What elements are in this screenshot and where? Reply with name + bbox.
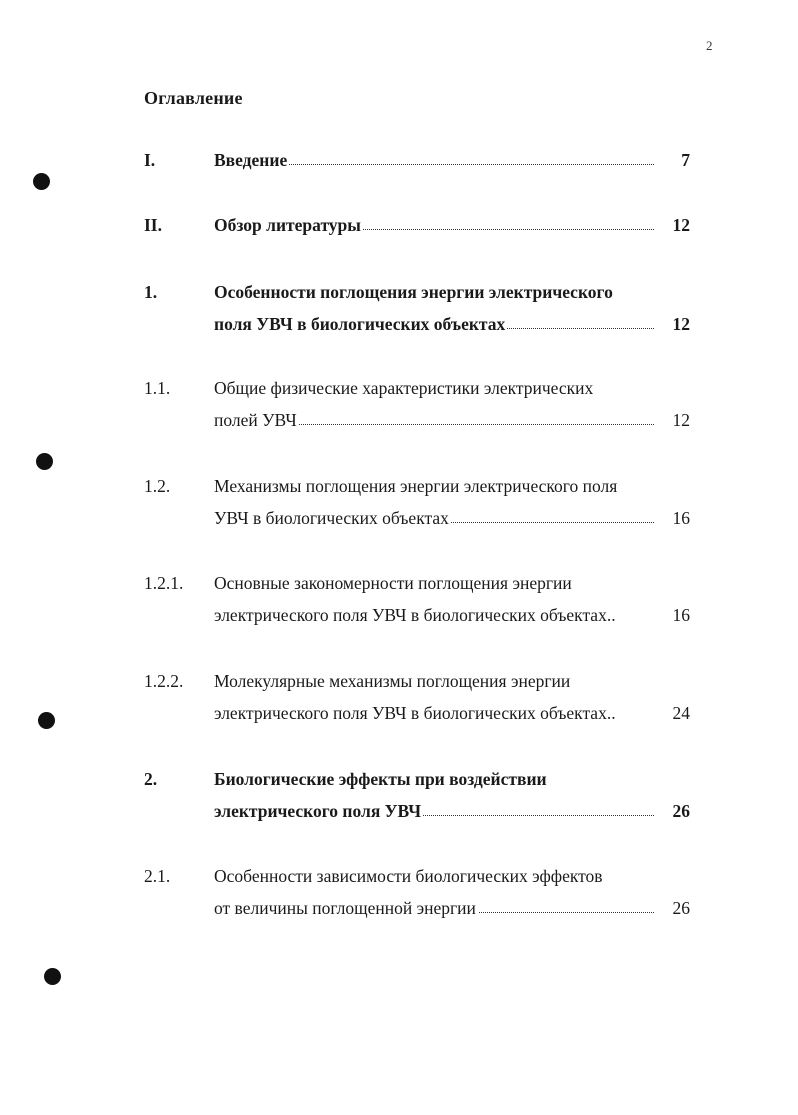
toc-entry-title-line2: УВЧ в биологических объектах (214, 508, 654, 529)
page-number: 2 (706, 38, 713, 53)
toc-entry-number: 1.1. (144, 378, 171, 398)
punch-hole (44, 968, 61, 985)
toc-heading: Оглавление (144, 88, 243, 108)
toc-entry-number: 1.2.2. (144, 671, 184, 691)
toc-entry-page: 16 (672, 605, 690, 625)
toc-entry-page: 12 (672, 410, 690, 430)
toc-entry-page: 24 (672, 703, 690, 723)
toc-entry-number: 2. (144, 769, 158, 789)
toc-entry-title-line1: Общие физические характеристики электрических (214, 378, 594, 398)
toc-entry-number: I. (144, 150, 156, 170)
toc-entry-title-line1: Биологические эффекты при воздействии (214, 769, 547, 789)
toc-entry-number: 1.2. (144, 476, 171, 496)
punch-hole (36, 453, 53, 470)
toc-entry-number: 1.2.1. (144, 573, 184, 593)
punch-hole (38, 712, 55, 729)
toc-entry-page: 12 (672, 215, 690, 235)
toc-entry-title-line2: полей УВЧ (214, 410, 654, 431)
punch-hole (33, 173, 50, 190)
toc-entry-title: Обзор литературы (214, 215, 654, 236)
toc-entry-title-line1: Основные закономерности поглощения энергии (214, 573, 572, 593)
toc-entry-title-line2: от величины поглощенной энергии (214, 898, 654, 919)
toc-entry-page: 26 (672, 898, 690, 918)
toc-entry-number: 2.1. (144, 866, 171, 886)
toc-entry-title-line2: электрического поля УВЧ (214, 801, 654, 822)
toc-entry-title-line2: электрического поля УВЧ в биологических объектах.. (214, 605, 616, 625)
toc-entry-page: 7 (681, 150, 690, 170)
toc-entry-number: II. (144, 215, 162, 235)
toc-entry-title-line1: Механизмы поглощения энергии электрического поля (214, 476, 618, 496)
toc-entry-page: 16 (672, 508, 690, 528)
toc-entry-page: 12 (672, 314, 690, 334)
toc-entry-title-line2: поля УВЧ в биологических объектах (214, 314, 654, 335)
toc-entry-page: 26 (672, 801, 690, 821)
toc-entry-title-line1: Молекулярные механизмы поглощения энергии (214, 671, 571, 691)
toc-entry-title-line1: Особенности зависимости биологических эффектов (214, 866, 603, 886)
toc-entry-title: Введение (214, 150, 654, 171)
toc-entry-number: 1. (144, 282, 158, 302)
toc-entry-title-line1: Особенности поглощения энергии электрического (214, 282, 613, 302)
toc-entry-title-line2: электрического поля УВЧ в биологических объектах.. (214, 703, 616, 723)
